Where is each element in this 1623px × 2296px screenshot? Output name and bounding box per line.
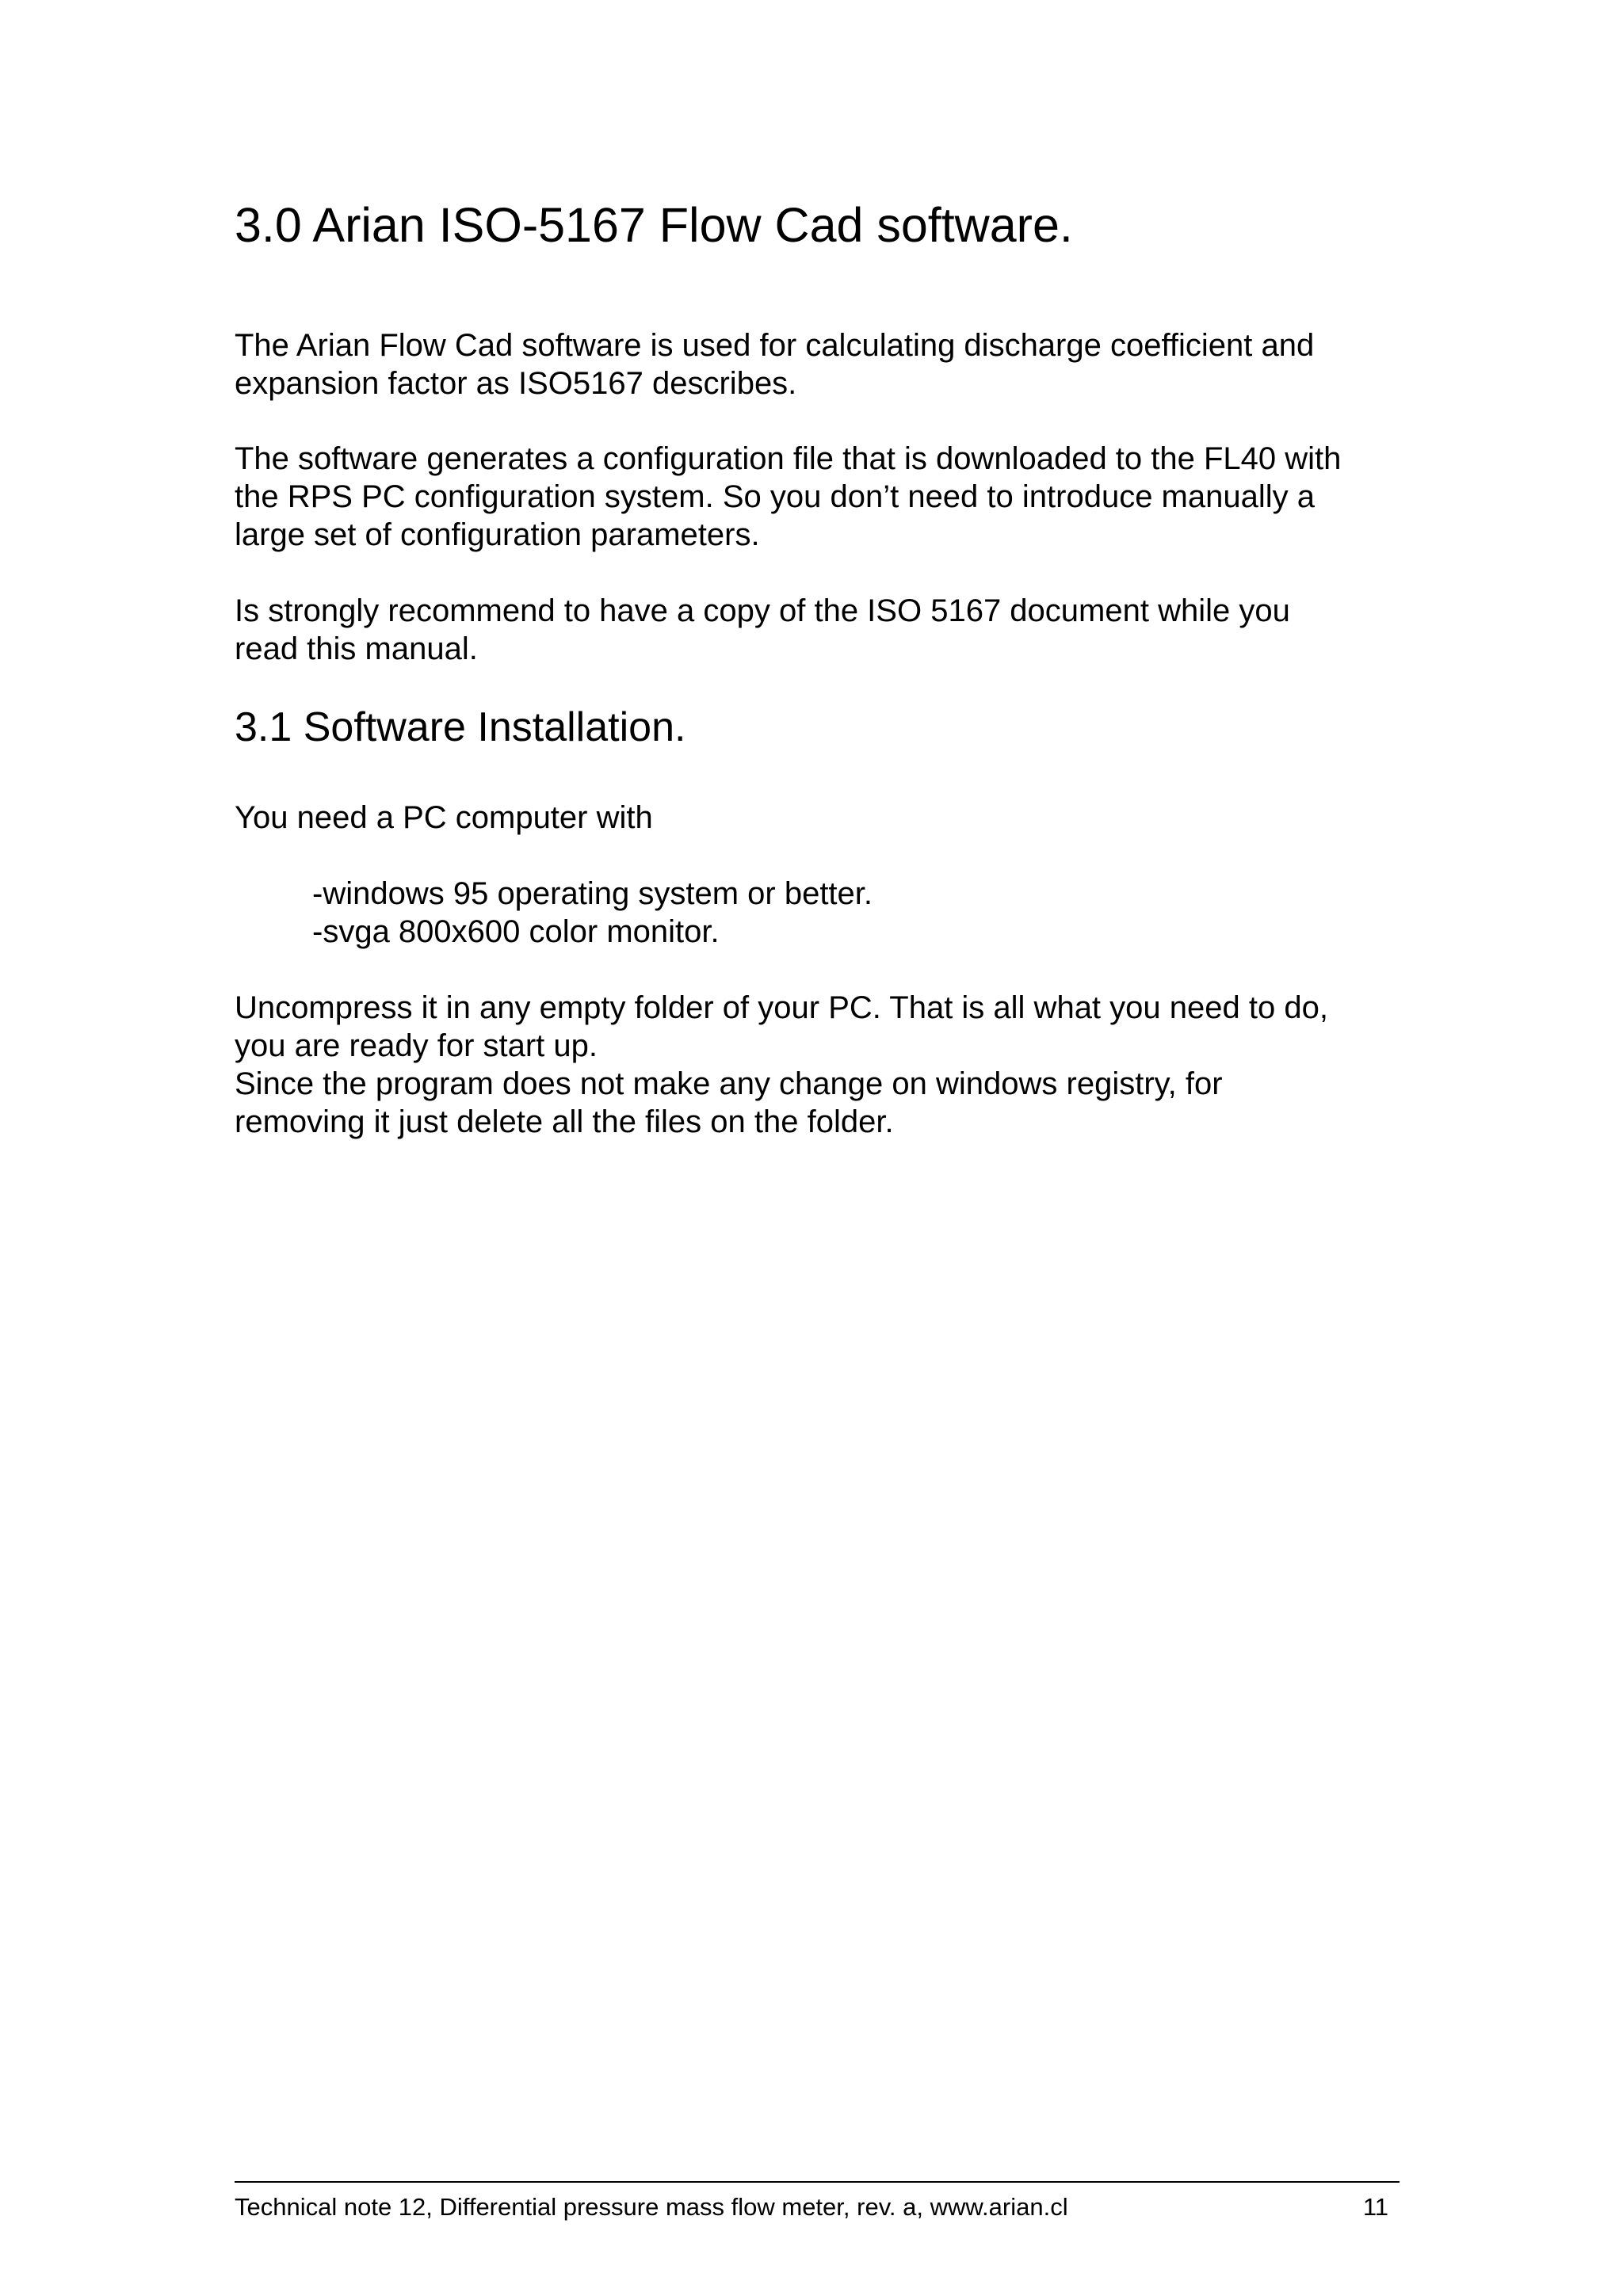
page-footer	[235, 2181, 1400, 2221]
paragraph-intro: The Arian Flow Cad software is used for calculating discharge coefficient and expansion factor as ISO5167 describes.	[235, 328, 1315, 401]
section-heading-3-1: 3.1 Software Installation.	[235, 704, 686, 750]
requirement-item-os: -windows 95 operating system or better.	[312, 876, 873, 911]
paragraph-recommendation: Is strongly recommend to have a copy of the ISO 5167 document while you read this manual.	[235, 593, 1290, 666]
section-heading-3-0: 3.0 Arian ISO-5167 Flow Cad software.	[235, 198, 1073, 252]
install-intro: You need a PC computer with	[235, 800, 653, 835]
requirement-item-monitor: -svga 800x600 color monitor.	[312, 914, 720, 949]
paragraph-configuration: The software generates a configuration file that is downloaded to the FL40 with the RPS PC configuration system. So you don’t need to introduce manually a large set of configuration parameters.	[235, 441, 1342, 552]
install-instructions: Uncompress it in any empty folder of your PC. That is all what you need to do, you are ready for start up. Since the program does not make any change on windows registry, for removing it just delete all the files on the folder.	[235, 990, 1328, 1139]
footer-text: Technical note 12, Differential pressure mass flow meter, rev. a, www.arian.cl	[235, 2193, 1068, 2221]
page-number: 11	[1362, 2193, 1388, 2221]
